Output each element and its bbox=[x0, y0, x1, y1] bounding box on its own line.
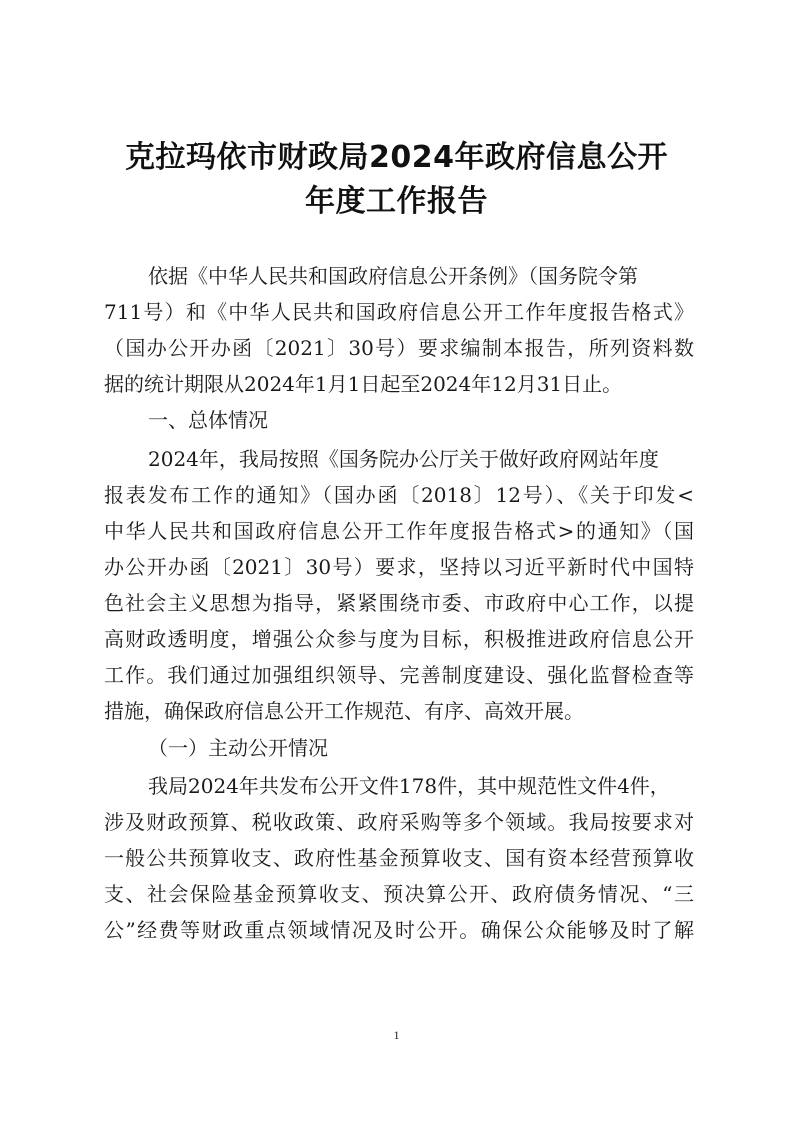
paragraph-line: 高财政透明度，增强公众参与度为目标，积极推进政府信息公开 bbox=[104, 627, 694, 651]
paragraph-line: 据的统计期限从2024年1月1日起至2024年12月31日止。 bbox=[104, 372, 623, 396]
paragraph-line: 依据《中华人民共和国政府信息公开条例》（国务院令第 bbox=[148, 264, 638, 288]
paragraph-line: 我局2024年共发布公开文件178件，其中规范性文件4件， bbox=[148, 774, 670, 798]
paragraph-line: 支、社会保险基金预算收支、预决算公开、政府债务情况、“三 bbox=[104, 882, 694, 906]
subsection-heading: （一）主动公开情况 bbox=[148, 736, 328, 760]
section-heading: 一、总体情况 bbox=[148, 408, 268, 432]
paragraph-line: 711号）和《中华人民共和国政府信息公开工作年度报告格式》 bbox=[104, 300, 694, 324]
paragraph-line: 措施，确保政府信息公开工作规范、有序、高效开展。 bbox=[104, 699, 584, 723]
paragraph-line: 色社会主义思想为指导，紧紧围绕市委、市政府中心工作，以提 bbox=[104, 591, 694, 615]
paragraph-line: 公”经费等财政重点领域情况及时公开。确保公众能够及时了解 bbox=[104, 918, 694, 942]
paragraph-line: 办公开办函〔2021〕30号）要求，坚持以习近平新时代中国特 bbox=[104, 555, 694, 579]
document-title-line-1: 克拉玛依市财政局2024年政府信息公开 bbox=[125, 140, 668, 175]
document-title-line-2: 年度工作报告 bbox=[305, 184, 488, 219]
paragraph-line: 中华人民共和国政府信息公开工作年度报告格式>的通知》（国 bbox=[104, 519, 694, 543]
paragraph-line: 工作。我们通过加强组织领导、完善制度建设、强化监督检查等 bbox=[104, 663, 694, 687]
paragraph-line: 一般公共预算收支、政府性基金预算收支、国有资本经营预算收 bbox=[104, 846, 694, 870]
paragraph-line: 涉及财政预算、税收政策、政府采购等多个领域。我局按要求对 bbox=[104, 810, 694, 834]
page-number: 1 bbox=[393, 1028, 400, 1042]
paragraph-line: 2024年，我局按照《国务院办公厅关于做好政府网站年度 bbox=[148, 447, 659, 471]
paragraph-line: 报表发布工作的通知》（国办函〔2018〕12号）、《关于印发< bbox=[104, 483, 694, 507]
paragraph-line: （国办公开办函〔2021〕30号）要求编制本报告，所列资料数 bbox=[104, 336, 694, 360]
